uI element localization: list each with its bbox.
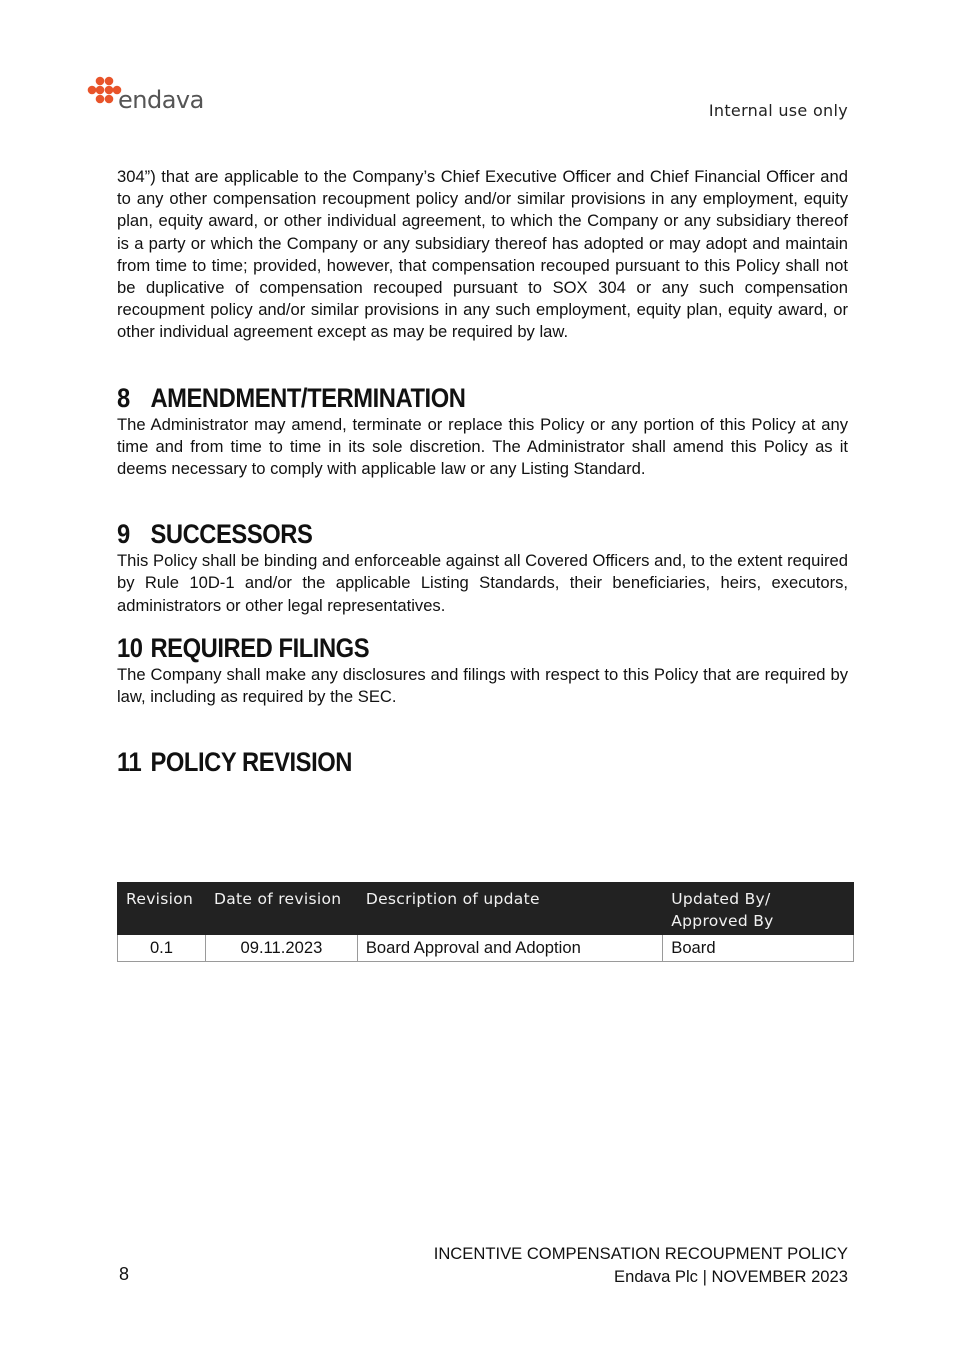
section-number: 11 [117,747,142,778]
column-header-updated-by: Updated By/ Approved By [663,883,854,935]
section-heading-9 [117,519,760,550]
cell-date: 09.11.2023 [205,935,357,962]
cell-updated-by: Board [663,935,854,962]
footer-document-title [434,1242,848,1288]
page-number: 8 [119,1264,130,1284]
column-header-revision: Revision [118,883,206,935]
footer-title-line-2: Endava Plc | NOVEMBER 2023 [614,1267,848,1286]
intro-paragraph: 304”) that are applicable to the Company’s Chief Executive Officer and Chief Financial Officer and to any other compensation recoupment policy and/or similar provisions in any employment, equity plan, equity award, or other individual agreement, to which the Company or any subsidiary thereof is a party or which the Company or any subsidiary thereof has adopted or may adopt and maintain from time to time; provided, however, that compensation recouped pursuant to this Policy shall not be duplicative of compensation recouped pursuant to SOX 304 or any such compensation recoupment policy and/or similar provisions in any such employment, equity plan, equity award, or other individual agreement except as may be required by law. [117,167,848,342]
section-heading-10 [117,633,760,664]
table-row [118,935,854,962]
section-number: 8 [117,382,130,413]
table-header-row [118,883,854,935]
section-title: REQUIRED FILINGS [150,632,370,663]
section-9-paragraph: This Policy shall be binding and enforceable against all Covered Officers and, to the extent required by Rule 10D-1 and/or the applicable Listing Standards, their beneficiaries, heirs, executors, administrators or other legal representatives. [117,551,848,615]
classification-label: Internal use only [708,101,848,120]
section-title: AMENDMENT/TERMINATION [150,382,466,413]
section-heading-11 [117,747,760,778]
footer-title-line-1: INCENTIVE COMPENSATION RECOUPMENT POLICY [433,1244,848,1263]
section-title: SUCCESSORS [150,519,313,550]
column-header-date: Date of revision [205,883,357,935]
logo-wordmark: endava [118,86,204,114]
cell-revision: 0.1 [118,935,206,962]
section-number: 10 [117,632,143,663]
revision-table [117,882,854,962]
section-title: POLICY REVISION [150,747,353,778]
document-body [117,166,848,778]
endava-logo [86,76,211,120]
column-header-description: Description of update [357,883,662,935]
section-number: 9 [117,519,130,550]
section-10-paragraph: The Company shall make any disclosures and filings with respect to this Policy that are required by law, including as required by the SEC. [117,664,848,707]
cell-description: Board Approval and Adoption [357,935,662,962]
section-8-paragraph: The Administrator may amend, terminate or replace this Policy or any portion of this Policy at any time and from time to time in its sole discretion. The Administrator shall amend this Policy as it deems necessary to comply with applicable law or any Listing Standard. [117,414,848,479]
section-heading-8 [117,383,760,414]
